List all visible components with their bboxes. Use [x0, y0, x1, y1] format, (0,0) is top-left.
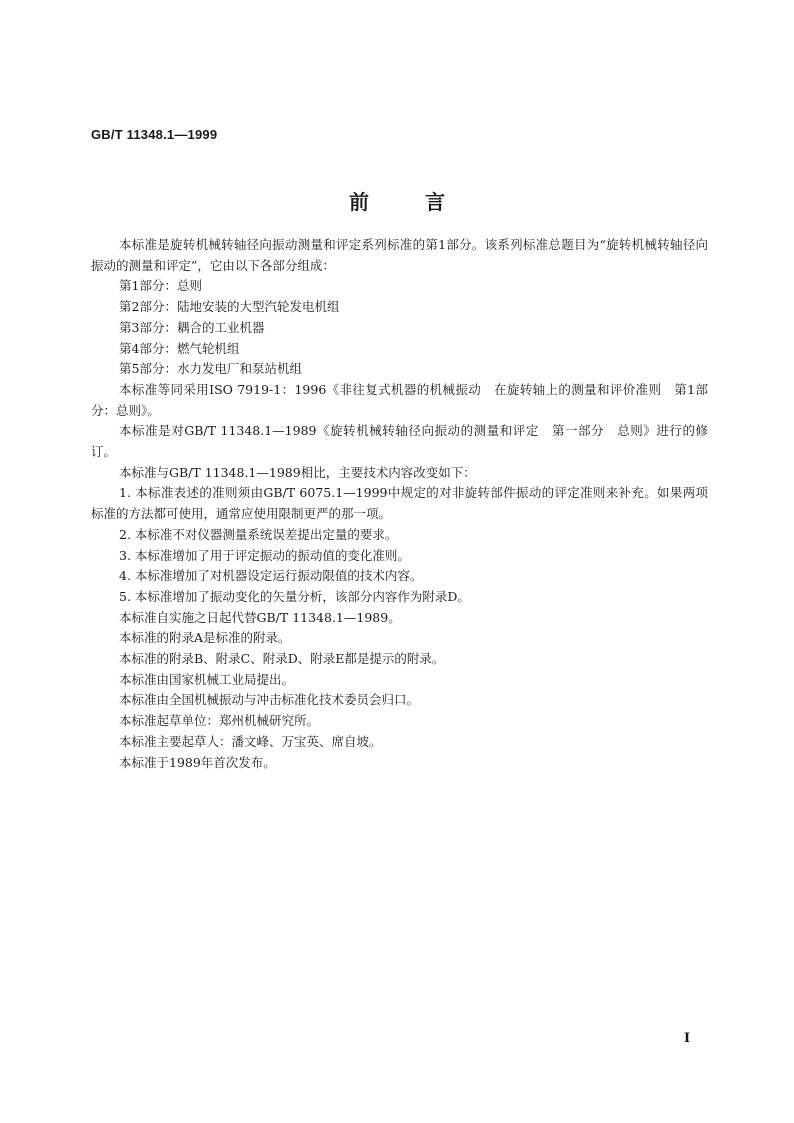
change-item-4: 4. 本标准增加了对机器设定运行振动限值的技术内容。: [119, 568, 423, 584]
list-item-part-2: 第2部分：陆地安装的大型汽轮发电机组: [119, 299, 340, 315]
paragraph-annex-bcde: 本标准的附录B、附录C、附录D、附录E都是提示的附录。: [119, 651, 445, 667]
list-item-part-1: 第1部分：总则: [119, 278, 202, 294]
paragraph-changes-intro: 本标准与GB/T 11348.1—1989相比，主要技术内容改变如下：: [119, 464, 476, 480]
page-title: 前言: [349, 190, 501, 214]
standard-code: GB/T 11348.1—1999: [91, 127, 218, 142]
paragraph-committee: 本标准由全国机械振动与冲击标准化技术委员会归口。: [119, 692, 420, 708]
paragraph-annex-a: 本标准的附录A是标准的附录。: [119, 630, 291, 646]
page-number: I: [684, 1031, 691, 1046]
paragraph-intro: 本标准是旋转机械转轴径向振动测量和评定系列标准的第1部分。该系列标准总题目为“旋转机械转轴径向振动的测量和评定”，它由以下各部分组成：: [91, 237, 708, 273]
list-item-part-3: 第3部分：耦合的工业机器: [119, 319, 265, 335]
paragraph-iso-equivalence: 本标准等同采用ISO 7919-1：1996《非往复式机器的机械振动 在旋转轴上的测量和评价准则 第1部分：总则》。: [91, 381, 708, 418]
paragraph-drafters: 本标准主要起草人：潘文峰、万宝英、席自坡。: [119, 733, 382, 749]
change-item-3: 3. 本标准增加了用于评定振动的振动值的变化准则。: [119, 547, 410, 563]
paragraph-proposed-by: 本标准由国家机械工业局提出。: [119, 671, 295, 687]
paragraph-first-issued: 本标准于1989年首次发布。: [119, 754, 276, 770]
change-item-1: 1. 本标准表述的准则须由GB/T 6075.1—1999中规定的对非旋转部件振动的评定准则来补充。如果两项标准的方法都可使用，通常应使用限制更严的那一项。: [91, 485, 708, 522]
change-item-2: 2. 本标准不对仪器测量系统误差提出定量的要求。: [119, 526, 398, 542]
change-item-5: 5. 本标准增加了振动变化的矢量分析，该部分内容作为附录D。: [119, 588, 470, 604]
paragraph-supersedes: 本标准自实施之日起代替GB/T 11348.1—1989。: [119, 609, 401, 625]
foreword-body: [91, 235, 708, 773]
paragraph-revision: 本标准是对GB/T 11348.1—1989《旋转机械转轴径向振动的测量和评定 第一部分 总则》进行的修订。: [91, 423, 708, 460]
list-item-part-4: 第4部分：燃气轮机组: [119, 340, 240, 356]
list-item-part-5: 第5部分：水力发电厂和泵站机组: [119, 361, 302, 377]
paragraph-drafting-unit: 本标准起草单位：郑州机械研究所。: [119, 713, 320, 729]
